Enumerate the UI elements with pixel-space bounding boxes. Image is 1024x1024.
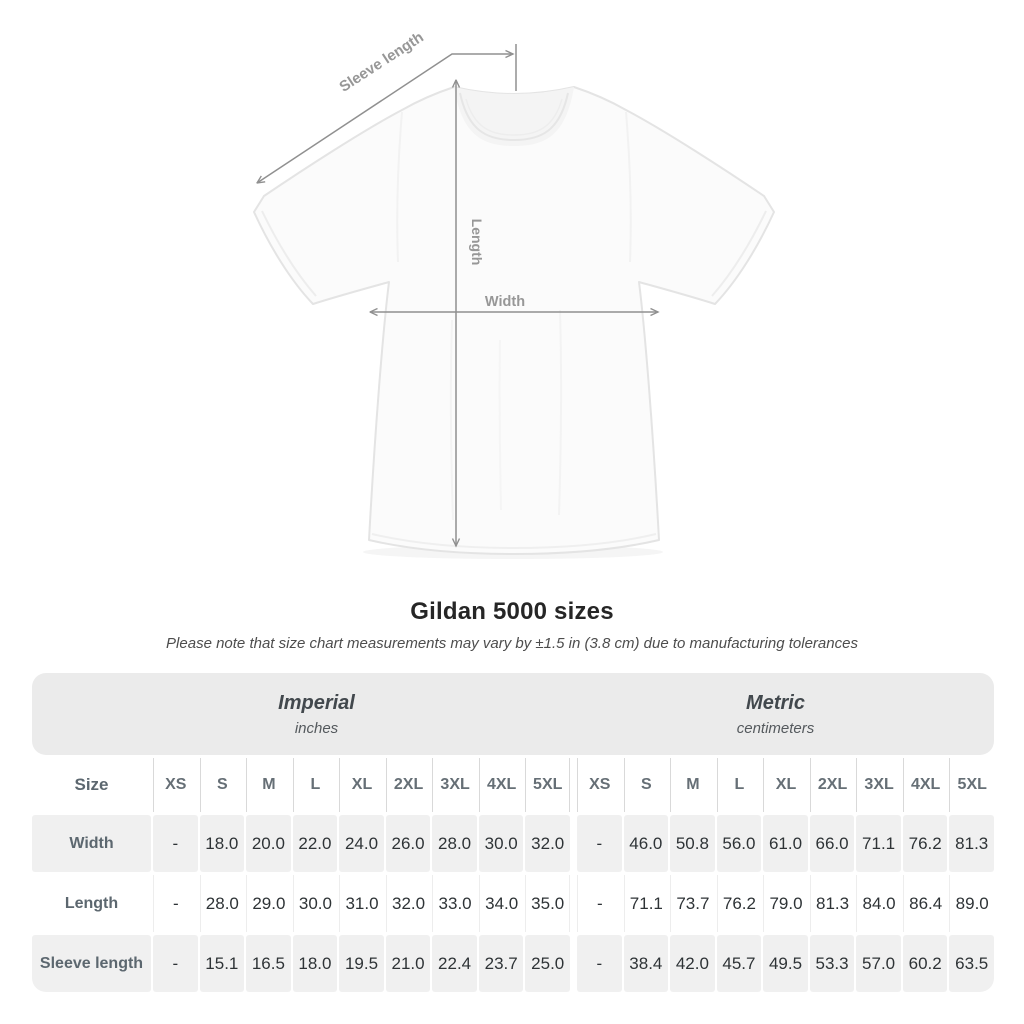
table-cell: 81.3 [810,875,855,932]
table-cell: 35.0 [525,875,570,932]
table-cell: 81.3 [949,815,994,872]
table-cell: 89.0 [949,875,994,932]
table-row-width [32,815,994,872]
table-cell: 57.0 [856,935,901,992]
size-col: XS [153,758,198,812]
imperial-title: Imperial [278,691,355,714]
table-cell: 33.0 [432,875,477,932]
table-cell: 76.2 [717,875,762,932]
table-cell: 42.0 [670,935,715,992]
table-cell: 22.0 [293,815,338,872]
table-cell: 61.0 [763,815,808,872]
section-divider [572,758,575,812]
size-col: 5XL [949,758,994,812]
page-title: Gildan 5000 sizes [410,598,614,625]
size-col: 2XL [810,758,855,812]
size-col: 4XL [479,758,524,812]
metric-unit: centimeters [736,719,815,737]
size-row-label: Size [32,758,151,812]
table-cell: 71.1 [856,815,901,872]
size-col: XL [339,758,384,812]
size-col: 4XL [903,758,948,812]
table-cell: - [153,875,198,932]
table-cell: 45.7 [717,935,762,992]
size-col: M [246,758,291,812]
table-cell: 26.0 [386,815,431,872]
size-col: 2XL [386,758,431,812]
size-col: L [717,758,762,812]
size-col: S [624,758,669,812]
table-row-length [32,875,994,932]
table-cell: 32.0 [525,815,570,872]
table-cell: 20.0 [246,815,291,872]
table-cell: 86.4 [903,875,948,932]
table-cell: 18.0 [293,935,338,992]
unit-header-band [32,673,994,755]
size-col: S [200,758,245,812]
row-label: Width [32,815,151,872]
size-col: 3XL [856,758,901,812]
section-divider [572,935,575,992]
row-label: Sleeve length [32,935,151,992]
size-table [32,673,994,992]
row-label: Length [32,875,151,932]
table-cell: 21.0 [386,935,431,992]
size-col: M [670,758,715,812]
table-cell: - [577,935,622,992]
tshirt-illustration [254,87,774,554]
table-cell: 66.0 [810,815,855,872]
metric-title: Metric [746,691,805,714]
table-cell: 16.5 [246,935,291,992]
size-col: XL [763,758,808,812]
size-col: L [293,758,338,812]
size-col: 5XL [525,758,570,812]
table-cell: 53.3 [810,935,855,992]
table-cell: 73.7 [670,875,715,932]
table-cell: - [153,815,198,872]
metric-header [573,673,994,755]
length-diagram-label: Length [469,218,485,266]
table-cell: 15.1 [200,935,245,992]
table-cell: 24.0 [339,815,384,872]
table-cell: 19.5 [339,935,384,992]
table-cell: 30.0 [479,815,524,872]
section-divider [572,875,575,932]
size-header-row [32,758,994,812]
table-cell: 76.2 [903,815,948,872]
table-cell: 63.5 [949,935,994,992]
table-cell: 38.4 [624,935,669,992]
table-row-sleeve-length [32,935,994,992]
imperial-unit: inches [294,719,339,737]
table-cell: 49.5 [763,935,808,992]
table-cell: 50.8 [670,815,715,872]
width-diagram-label: Width [484,294,526,310]
table-cell: - [153,935,198,992]
table-cell: 71.1 [624,875,669,932]
table-cell: 28.0 [432,815,477,872]
table-cell: 56.0 [717,815,762,872]
table-cell: 46.0 [624,815,669,872]
table-cell: 25.0 [525,935,570,992]
table-cell: - [577,815,622,872]
table-cell: 32.0 [386,875,431,932]
table-cell: 22.4 [432,935,477,992]
table-cell: 79.0 [763,875,808,932]
tolerance-note: Please note that size chart measurements may vary by ±1.5 in (3.8 cm) due to manufacturing tolerances [166,635,858,652]
table-cell: 60.2 [903,935,948,992]
table-cell: 34.0 [479,875,524,932]
section-divider [572,815,575,872]
size-col: 3XL [432,758,477,812]
table-cell: - [577,875,622,932]
table-cell: 18.0 [200,815,245,872]
table-cell: 29.0 [246,875,291,932]
imperial-header [32,673,573,755]
table-cell: 30.0 [293,875,338,932]
table-cell: 28.0 [200,875,245,932]
size-col: XS [577,758,622,812]
table-cell: 23.7 [479,935,524,992]
table-cell: 31.0 [339,875,384,932]
table-cell: 84.0 [856,875,901,932]
sleeve-length-diagram-label: Sleeve length [336,28,427,96]
